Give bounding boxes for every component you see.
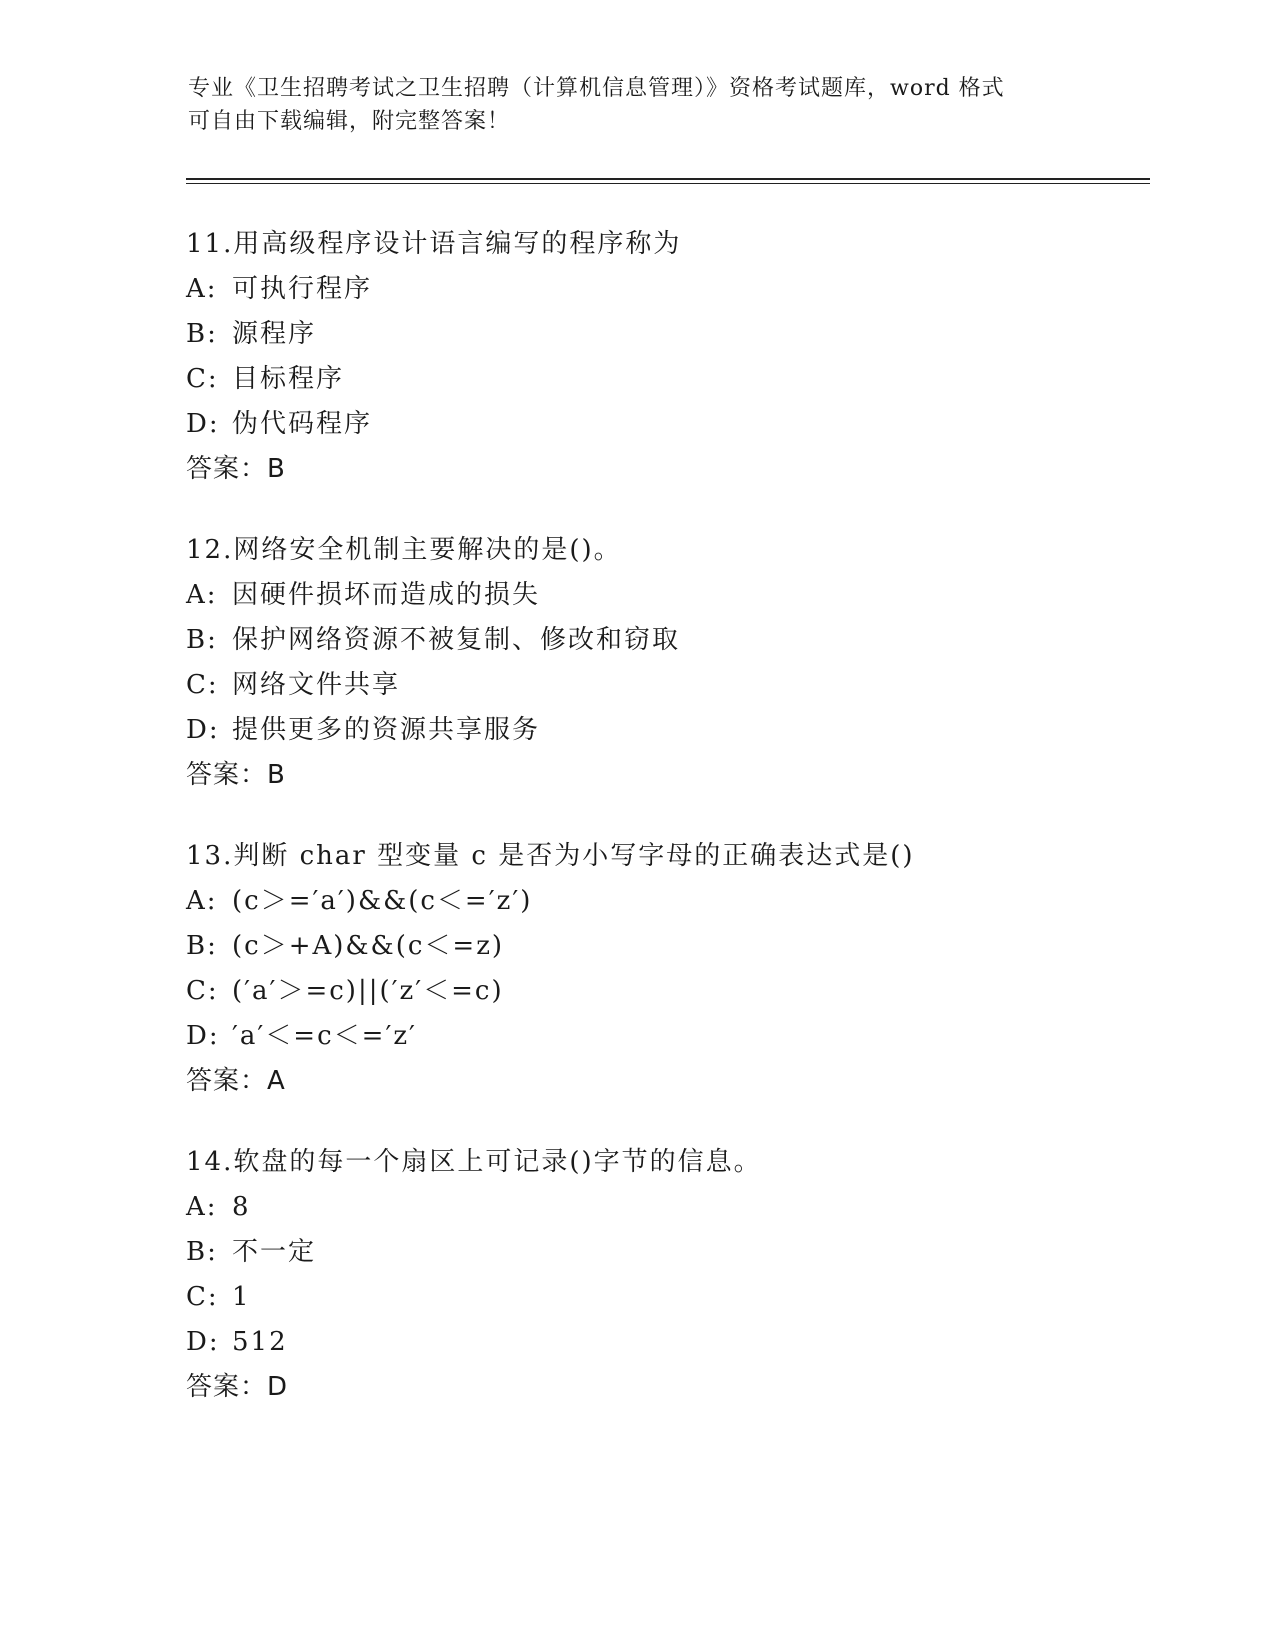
question-stem: 13.判断 char 型变量 c 是否为小写字母的正确表达式是()	[186, 841, 915, 871]
option-text: 网络文件共享	[232, 670, 401, 700]
header-line-2: 可自由下载编辑，附完整答案！	[188, 109, 511, 134]
document-header	[188, 72, 1088, 138]
question-11	[186, 222, 1166, 492]
option-label: D:	[186, 715, 220, 745]
question-stem: 14.软盘的每一个扇区上可记录()字节的信息。	[186, 1147, 762, 1177]
answer-line	[186, 447, 1166, 492]
option-c	[186, 969, 1166, 1014]
option-b	[186, 312, 1166, 357]
option-text: 1	[232, 1282, 251, 1312]
option-c	[186, 1275, 1166, 1320]
answer-value: B	[267, 760, 286, 790]
answer-label: 答案：	[186, 454, 268, 484]
option-label: A:	[186, 580, 218, 610]
answer-line	[186, 753, 1166, 798]
option-text: 保护网络资源不被复制、修改和窃取	[232, 625, 681, 655]
header-line-1: 专业《卫生招聘考试之卫生招聘（计算机信息管理）》资格考试题库，word 格式	[188, 76, 1005, 101]
option-text: 可执行程序	[232, 274, 373, 304]
option-b	[186, 618, 1166, 663]
answer-line	[186, 1365, 1166, 1410]
option-text: 伪代码程序	[232, 409, 373, 439]
option-d	[186, 1014, 1166, 1059]
option-label: B:	[186, 625, 218, 655]
option-label: C:	[186, 976, 219, 1006]
option-b	[186, 1230, 1166, 1275]
option-label: C:	[186, 1282, 219, 1312]
option-text: 目标程序	[232, 364, 345, 394]
question-12	[186, 528, 1166, 798]
option-c	[186, 357, 1166, 402]
header-divider-thin	[186, 183, 1150, 184]
option-label: B:	[186, 1237, 218, 1267]
option-label: D:	[186, 1327, 220, 1357]
option-label: D:	[186, 1021, 220, 1051]
question-14	[186, 1140, 1166, 1410]
question-13	[186, 834, 1166, 1104]
option-label: B:	[186, 931, 218, 961]
option-text: 8	[232, 1192, 251, 1222]
option-b	[186, 924, 1166, 969]
answer-value: B	[267, 454, 286, 484]
answer-value: A	[267, 1066, 286, 1096]
option-text: 不一定	[232, 1237, 317, 1267]
option-text: 源程序	[232, 319, 317, 349]
option-label: B:	[186, 319, 218, 349]
option-label: C:	[186, 364, 219, 394]
option-label: A:	[186, 886, 218, 916]
option-d	[186, 1320, 1166, 1365]
answer-line	[186, 1059, 1166, 1104]
option-label: C:	[186, 670, 219, 700]
option-a	[186, 879, 1166, 924]
option-text: (′a′＞=c)||(′z′＜=c)	[232, 976, 504, 1006]
option-text: 因硬件损坏而造成的损失	[232, 580, 541, 610]
header-divider-thick	[186, 178, 1150, 180]
option-text: ′a′＜=c＜=′z′	[232, 1021, 417, 1051]
option-d	[186, 402, 1166, 447]
option-label: A:	[186, 274, 218, 304]
option-text: 512	[232, 1327, 288, 1357]
question-stem: 12.网络安全机制主要解决的是()。	[186, 535, 622, 565]
option-text: (c＞=′a′)&&(c＜=′z′)	[232, 886, 533, 916]
option-c	[186, 663, 1166, 708]
answer-label: 答案：	[186, 1372, 268, 1402]
answer-value: D	[267, 1372, 289, 1402]
option-text: (c＞+A)&&(c＜=z)	[232, 931, 505, 961]
option-d	[186, 708, 1166, 753]
option-label: A:	[186, 1192, 218, 1222]
answer-label: 答案：	[186, 760, 268, 790]
option-text: 提供更多的资源共享服务	[232, 715, 541, 745]
option-a	[186, 573, 1166, 618]
answer-label: 答案：	[186, 1066, 268, 1096]
option-a	[186, 267, 1166, 312]
option-a	[186, 1185, 1166, 1230]
option-label: D:	[186, 409, 220, 439]
question-stem: 11.用高级程序设计语言编写的程序称为	[186, 229, 682, 259]
